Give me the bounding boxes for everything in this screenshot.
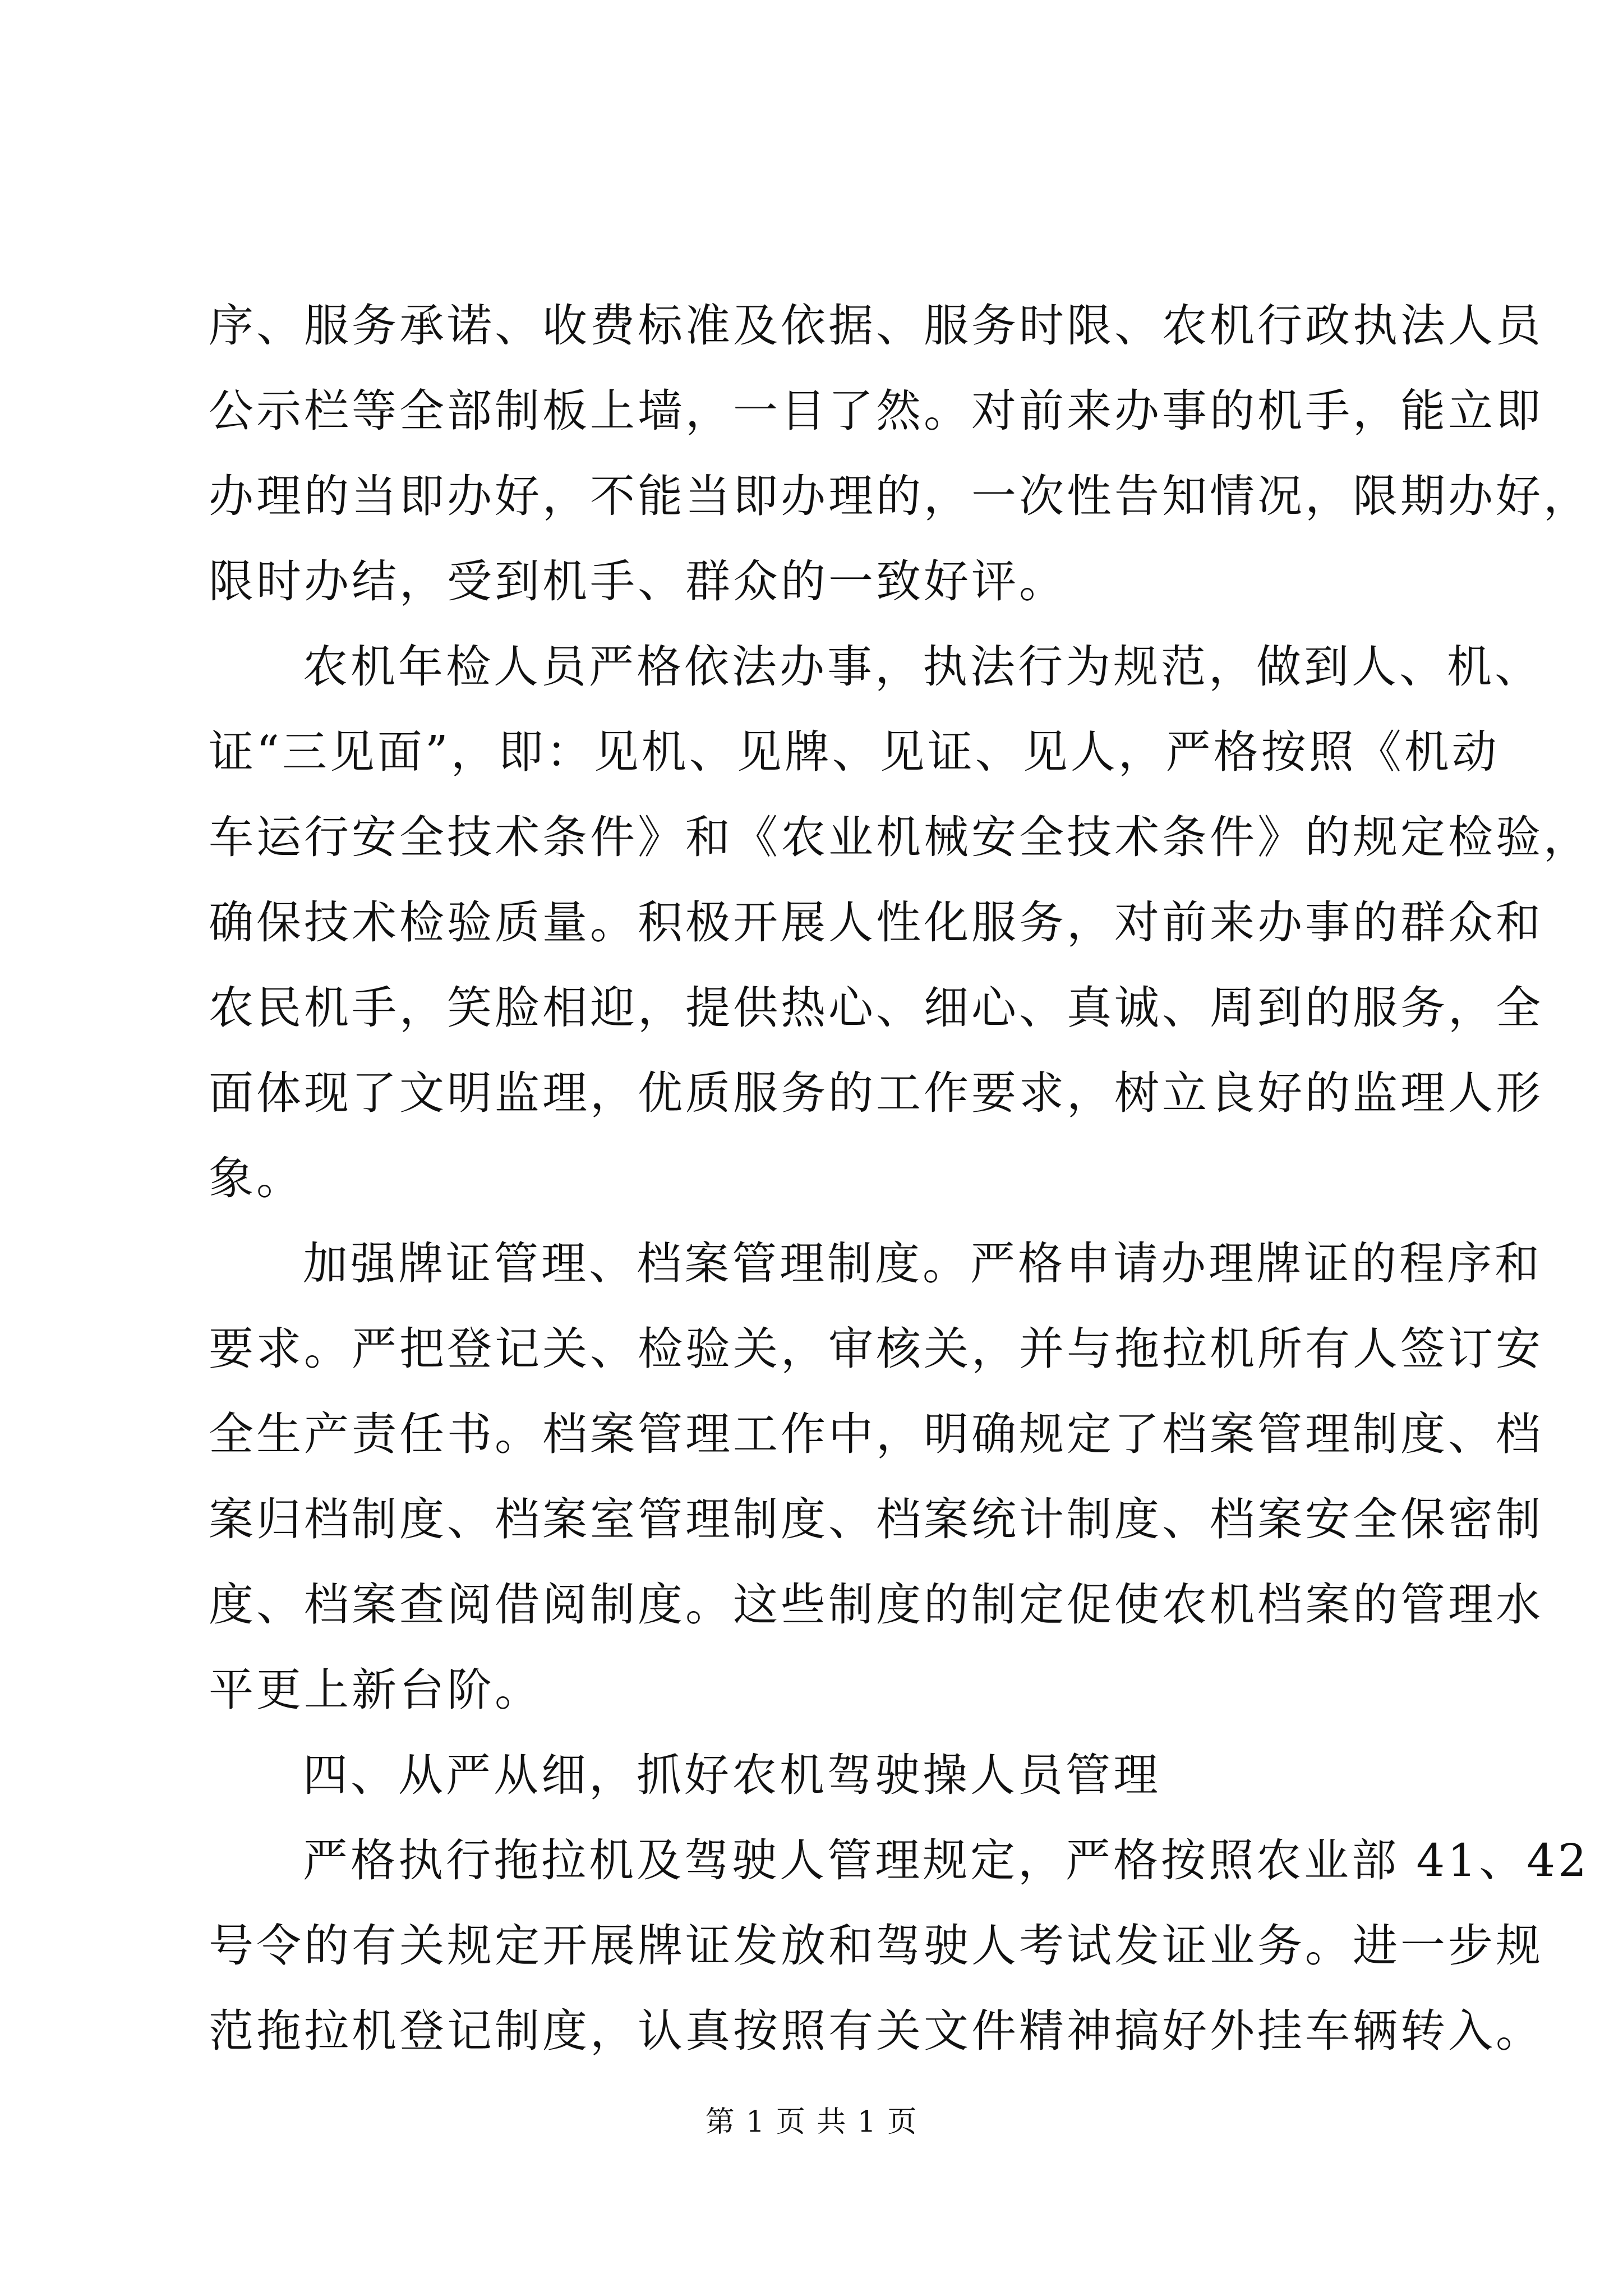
text-line: 序、服务承诺、收费标准及依据、服务时限、农机行政执法人员: [209, 300, 1543, 352]
text-line: 号令的有关规定开展牌证发放和驾驶人考试发证业务。进一步规: [209, 1920, 1543, 1972]
paragraph-first-line: 加强牌证管理、档案管理制度。严格申请办理牌证的程序和: [303, 1237, 1542, 1290]
text-line: 限时办结，受到机手、群众的一致好评。: [209, 555, 1067, 608]
text-line: 要求。严把登记关、检验关，审核关，并与拖拉机所有人签订安: [209, 1323, 1543, 1375]
document-body: [209, 283, 1591, 2074]
text-line: 范拖拉机登记制度，认真按照有关文件精神搞好外挂车辆转入。: [209, 2005, 1543, 2057]
paragraph-first-line: 农机年检人员严格依法办事，执法行为规范，做到人、机、: [303, 641, 1542, 693]
text-line: 面体现了文明监理，优质服务的工作要求，树立良好的监理人形: [209, 1067, 1543, 1119]
paragraph-first-line: 严格执行拖拉机及驾驶人管理规定，严格按照农业部 41、42: [303, 1834, 1590, 1887]
text-line: 农民机手，笑脸相迎，提供热心、细心、真诚、周到的服务，全: [209, 982, 1543, 1034]
text-line: 证“三见面”，即：见机、见牌、见证、见人，严格按照《机动: [209, 726, 1500, 778]
text-line: 确保技术检验质量。积极开展人性化服务，对前来办事的群众和: [209, 896, 1543, 949]
text-line: 全生产责任书。档案管理工作中，明确规定了档案管理制度、档: [209, 1408, 1543, 1460]
text-line: 公示栏等全部制板上墙，一目了然。对前来办事的机手，能立即: [209, 385, 1543, 437]
text-line: 车运行安全技术条件》和《农业机械安全技术条件》的规定检验，: [209, 811, 1591, 863]
text-line: 度、档案查阅借阅制度。这些制度的制定促使农机档案的管理水: [209, 1579, 1543, 1631]
text-line: 办理的当即办好，不能当即办理的，一次性告知情况，限期办好，: [209, 470, 1591, 522]
text-line: 平更上新台阶。: [209, 1664, 542, 1716]
section-heading: 四、从严从细，抓好农机驾驶操人员管理: [303, 1749, 1161, 1801]
text-line: 象。: [209, 1152, 304, 1204]
page-number-footer: 第 1 页 共 1 页: [705, 2105, 918, 2139]
text-line: 案归档制度、档案室管理制度、档案统计制度、档案安全保密制: [209, 1493, 1543, 1545]
